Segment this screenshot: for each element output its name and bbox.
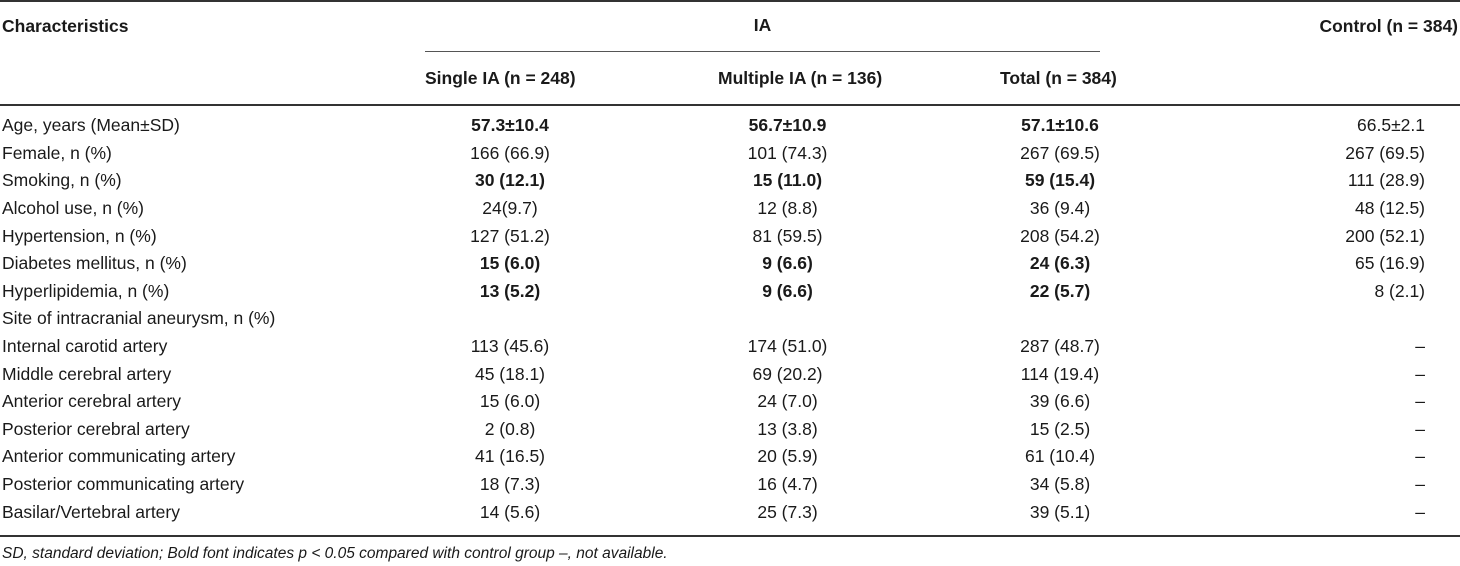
header-ia: IA	[425, 0, 1100, 52]
cell-total: 61 (10.4)	[1024, 446, 1096, 467]
cell-total: 15 (2.5)	[1029, 418, 1091, 439]
row-label: Hyperlipidemia, n (%)	[2, 280, 170, 301]
cell-single: 18 (7.3)	[479, 474, 541, 495]
table-row	[0, 333, 1460, 361]
cell-single: 14 (5.6)	[479, 501, 541, 522]
cell-control: –	[1415, 501, 1426, 522]
table-row	[0, 498, 1460, 526]
cell-total: 39 (6.6)	[1029, 391, 1091, 412]
cell-control: –	[1415, 336, 1426, 357]
cell-control: –	[1415, 363, 1426, 384]
cell-single: 2 (0.8)	[484, 418, 536, 439]
cell-multiple: 12 (8.8)	[757, 198, 818, 219]
row-label: Posterior communicating artery	[2, 474, 245, 495]
table-row	[0, 360, 1460, 388]
cell-multiple: 81 (59.5)	[752, 225, 823, 246]
cell-total: 287 (48.7)	[1020, 336, 1100, 357]
header-characteristics: Characteristics	[2, 15, 129, 36]
cell-multiple: 13 (3.8)	[757, 418, 818, 439]
cell-control: 267 (69.5)	[1345, 142, 1426, 163]
table-top-rule	[0, 0, 1460, 2]
cell-control: –	[1415, 391, 1426, 412]
row-label: Basilar/Vertebral artery	[2, 501, 180, 522]
cell-total: 208 (54.2)	[1020, 225, 1100, 246]
table-bottom-rule	[0, 535, 1460, 537]
cell-single: 45 (18.1)	[474, 363, 546, 384]
cell-total: 114 (19.4)	[1020, 363, 1100, 384]
cell-multiple: 24 (7.0)	[757, 391, 818, 412]
row-label: Diabetes mellitus, n (%)	[2, 253, 187, 274]
cell-total: 36 (9.4)	[1029, 198, 1091, 219]
header-row-1	[0, 0, 1460, 52]
cell-single: 127 (51.2)	[470, 225, 550, 246]
cell-control	[1195, 305, 1460, 333]
cell-single	[370, 305, 650, 333]
row-label: Site of intracranial aneurysm, n (%)	[2, 308, 276, 329]
table-row	[0, 250, 1460, 278]
header-control: Control (n = 384)	[1319, 15, 1459, 36]
header-ia-group	[370, 0, 1195, 52]
table-row	[0, 195, 1460, 223]
cell-total: 39 (5.1)	[1029, 501, 1091, 522]
cell-control: –	[1415, 446, 1426, 467]
header-blank	[0, 52, 370, 105]
cell-control: 65 (16.9)	[1354, 253, 1426, 274]
header-multiple: Multiple IA (n = 136)	[650, 52, 925, 105]
table-row	[0, 167, 1460, 195]
table-body	[0, 105, 1460, 526]
cell-multiple: 15 (11.0)	[752, 170, 823, 191]
table-row	[0, 443, 1460, 471]
row-label: Alcohol use, n (%)	[2, 198, 145, 219]
cell-multiple: 101 (74.3)	[747, 142, 828, 163]
header-single: Single IA (n = 248)	[370, 52, 650, 105]
table-row	[0, 140, 1460, 168]
row-label: Smoking, n (%)	[2, 170, 122, 191]
cell-multiple: 174 (51.0)	[747, 336, 828, 357]
cell-control: 8 (2.1)	[1374, 280, 1426, 301]
row-label: Internal carotid artery	[2, 336, 168, 357]
cell-control: 200 (52.1)	[1345, 225, 1426, 246]
cell-total	[925, 305, 1195, 333]
row-label: Age, years (Mean±SD)	[2, 115, 180, 136]
cell-single: 30 (12.1)	[474, 170, 546, 191]
cell-total: 34 (5.8)	[1029, 474, 1091, 495]
cell-single: 15 (6.0)	[479, 391, 541, 412]
cell-total: 24 (6.3)	[1029, 253, 1091, 274]
cell-single: 41 (16.5)	[474, 446, 546, 467]
cell-single: 113 (45.6)	[470, 336, 550, 357]
header-total: Total (n = 384)	[925, 52, 1195, 105]
row-label: Female, n (%)	[2, 142, 112, 163]
row-label: Anterior cerebral artery	[2, 391, 181, 412]
table-row	[0, 222, 1460, 250]
table-row	[0, 416, 1460, 444]
cell-total: 57.1±10.6	[1021, 115, 1099, 136]
table-row	[0, 388, 1460, 416]
row-label: Anterior communicating artery	[2, 446, 236, 467]
header-blank-2	[1195, 52, 1460, 105]
cell-single: 166 (66.9)	[470, 142, 550, 163]
row-label: Hypertension, n (%)	[2, 225, 157, 246]
cell-multiple: 25 (7.3)	[757, 501, 818, 522]
cell-control: 66.5±2.1	[1357, 115, 1426, 136]
row-label: Middle cerebral artery	[2, 363, 172, 384]
table-row	[0, 278, 1460, 306]
cell-multiple: 9 (6.6)	[762, 280, 813, 301]
table-row	[0, 471, 1460, 499]
cell-multiple	[650, 305, 925, 333]
cell-total: 59 (15.4)	[1024, 170, 1096, 191]
cell-single: 15 (6.0)	[479, 253, 541, 274]
cell-multiple: 16 (4.7)	[757, 474, 818, 495]
cell-total: 22 (5.7)	[1029, 280, 1091, 301]
cell-single: 57.3±10.4	[471, 115, 549, 136]
cell-control: 111 (28.9)	[1347, 170, 1426, 191]
cell-multiple: 20 (5.9)	[757, 446, 818, 467]
cell-multiple: 69 (20.2)	[752, 363, 823, 384]
cell-total: 267 (69.5)	[1020, 142, 1100, 163]
table-row	[0, 305, 1460, 333]
cell-multiple: 9 (6.6)	[762, 253, 813, 274]
row-label: Posterior cerebral artery	[2, 418, 190, 439]
cell-single: 13 (5.2)	[479, 280, 541, 301]
table-row	[0, 105, 1460, 140]
cell-control: –	[1415, 418, 1426, 439]
cell-single: 24(9.7)	[482, 198, 538, 219]
cell-control: –	[1415, 474, 1426, 495]
header-row-2	[0, 52, 1460, 105]
cell-multiple: 56.7±10.9	[748, 115, 827, 136]
table-footnote: SD, standard deviation; Bold font indicates p < 0.05 compared with control group –, not available.	[2, 545, 668, 562]
cell-control: 48 (12.5)	[1354, 198, 1426, 219]
